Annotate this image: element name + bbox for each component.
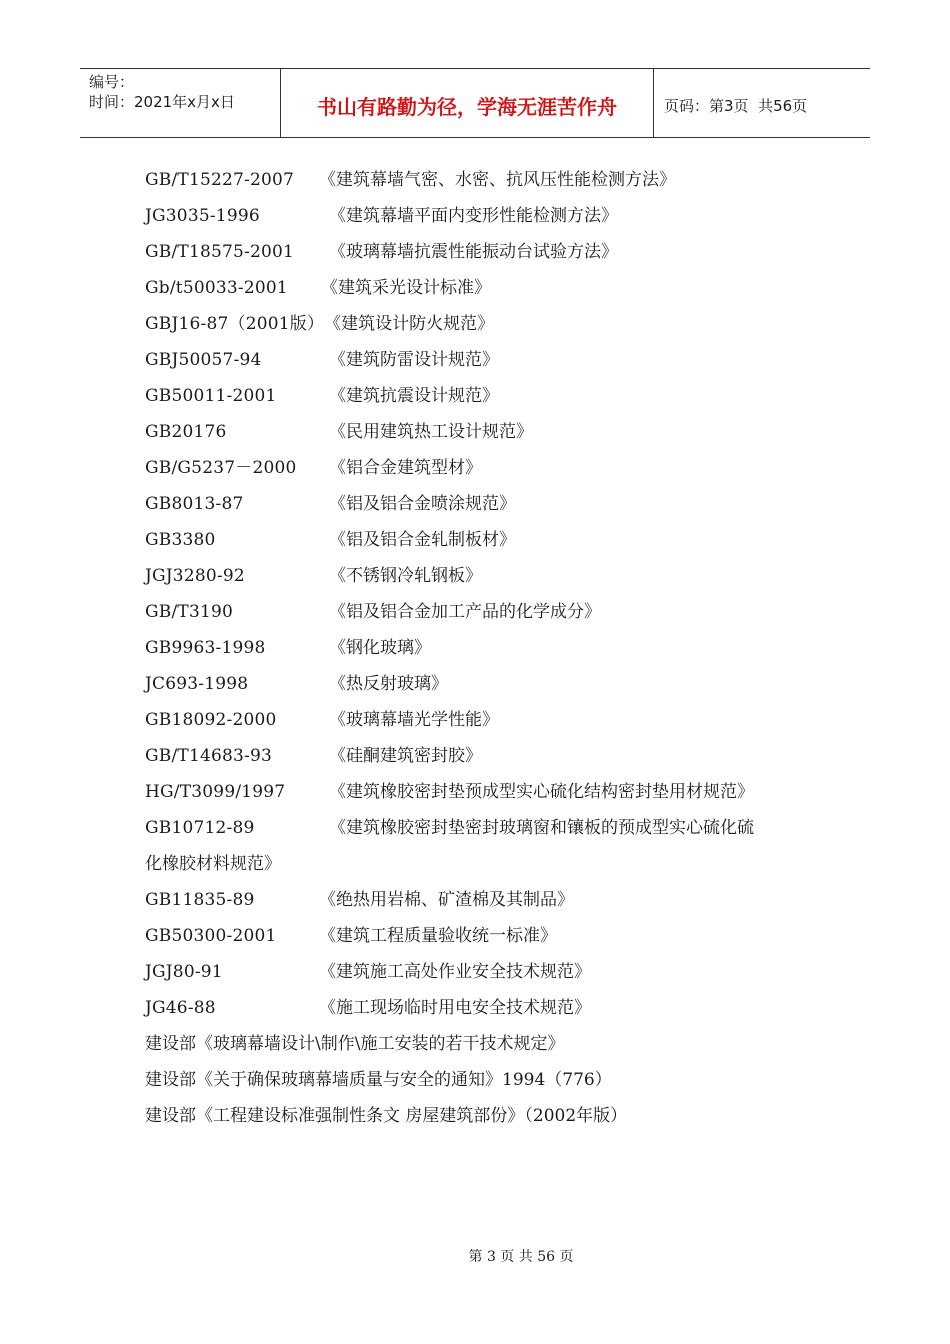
document-number-label: 编号： — [89, 73, 135, 91]
document-header — [80, 68, 870, 138]
standard-row — [145, 918, 835, 954]
standard-code: GB/G5237－2000 — [145, 458, 297, 478]
standard-row — [145, 630, 835, 666]
standard-row — [145, 882, 835, 918]
standard-title: 建设部《工程建设标准强制性条文 房屋建筑部份》（2002年版） — [145, 1106, 628, 1126]
standards-list — [145, 162, 835, 1134]
standard-title: 《绝热用岩棉、矿渣棉及其制品》 — [319, 890, 574, 910]
standard-row — [145, 414, 835, 450]
standard-code: GB9963-1998 — [145, 638, 266, 658]
header-meta — [80, 69, 281, 137]
standard-title: 建设部《关于确保玻璃幕墙质量与安全的通知》1994（776） — [145, 1070, 612, 1090]
standard-row — [145, 522, 835, 558]
page-footer: 第 3 页 共 56 页 — [468, 1249, 574, 1265]
standard-code: GB20176 — [145, 422, 227, 442]
standard-row — [145, 846, 835, 882]
standard-code: GB50011-2001 — [145, 386, 277, 406]
standard-title: 《不锈钢冷轧钢板》 — [329, 566, 482, 586]
standard-title: 《铝及铝合金喷涂规范》 — [329, 494, 516, 514]
standard-row — [145, 666, 835, 702]
standard-row — [145, 450, 835, 486]
standard-title: 《建筑工程质量验收统一标准》 — [319, 926, 557, 946]
standard-row — [145, 234, 835, 270]
standard-title: 建设部《玻璃幕墙设计\制作\施工安装的若干技术规定》 — [145, 1034, 565, 1054]
standard-code: GB11835-89 — [145, 890, 255, 910]
header-page-info — [654, 69, 870, 137]
standard-title: 《民用建筑热工设计规范》 — [329, 422, 533, 442]
standard-row — [145, 1062, 835, 1098]
standard-title: 《铝及铝合金加工产品的化学成分》 — [329, 602, 601, 622]
standard-title: 《建筑橡胶密封垫密封玻璃窗和镶板的预成型实心硫化硫 — [329, 818, 754, 838]
standard-title: 《玻璃幕墙抗震性能振动台试验方法》 — [329, 242, 618, 262]
standard-row — [145, 558, 835, 594]
standard-row — [145, 1098, 835, 1134]
standard-code: GB/T3190 — [145, 602, 234, 622]
header-motto: 书山有路勤为径，学海无涯苦作舟 — [281, 69, 654, 137]
standard-row — [145, 774, 835, 810]
standard-row — [145, 954, 835, 990]
standard-code: JGJ3280-92 — [145, 566, 245, 586]
standard-code: Gb/t50033-2001 — [145, 278, 288, 298]
standard-title: 《建筑设计防火规范》 — [324, 314, 495, 334]
standard-row — [145, 1026, 835, 1062]
standard-title: 《施工现场临时用电安全技术规范》 — [319, 998, 591, 1018]
standard-title: 《热反射玻璃》 — [329, 674, 448, 694]
standard-title: 《建筑抗震设计规范》 — [329, 386, 499, 406]
standard-title: 《建筑橡胶密封垫预成型实心硫化结构密封垫用材规范》 — [329, 782, 754, 802]
standard-code: GB8013-87 — [145, 494, 244, 514]
standard-code: GB3380 — [145, 530, 216, 550]
standard-code: GB50300-2001 — [145, 926, 277, 946]
standard-row — [145, 486, 835, 522]
standard-code: GB10712-89 — [145, 818, 255, 838]
standard-code: GBJ50057-94 — [145, 350, 262, 370]
standard-row — [145, 270, 835, 306]
standard-code: GB/T18575-2001 — [145, 242, 295, 262]
standard-title: 《建筑幕墙平面内变形性能检测方法》 — [329, 206, 618, 226]
standard-title: 《建筑幕墙气密、水密、抗风压性能检测方法》 — [319, 170, 676, 190]
standard-code: GB/T15227-2007 — [145, 170, 295, 190]
standard-title: 《建筑防雷设计规范》 — [329, 350, 499, 370]
standard-code: GB18092-2000 — [145, 710, 277, 730]
standard-row — [145, 594, 835, 630]
standard-row — [145, 378, 835, 414]
standard-code: GBJ16-87（2001版） — [145, 314, 325, 334]
standard-code: JC693-1998 — [145, 674, 249, 694]
standard-code: JGJ80-91 — [145, 962, 223, 982]
standard-row — [145, 306, 835, 342]
standard-row — [145, 810, 835, 846]
standard-row — [145, 162, 835, 198]
standard-row — [145, 702, 835, 738]
standard-row — [145, 738, 835, 774]
document-date: 时间：2021年x月x日 — [89, 93, 235, 111]
standard-code: GB/T14683-93 — [145, 746, 272, 766]
standard-title: 《玻璃幕墙光学性能》 — [329, 710, 499, 730]
standard-title: 《建筑采光设计标准》 — [321, 278, 491, 298]
standard-title: 《建筑施工高处作业安全技术规范》 — [319, 962, 591, 982]
standard-row — [145, 990, 835, 1026]
standard-title: 《硅酮建筑密封胶》 — [329, 746, 482, 766]
standard-code: HG/T3099/1997 — [145, 782, 286, 802]
standard-title: 《铝及铝合金轧制板材》 — [329, 530, 516, 550]
standard-row — [145, 198, 835, 234]
standard-title: 《铝合金建筑型材》 — [329, 458, 482, 478]
page-info-text: 页码：第3页 共56页 — [664, 96, 808, 115]
standard-row — [145, 342, 835, 378]
standard-title: 《钢化玻璃》 — [329, 638, 431, 658]
standard-title: 化橡胶材料规范》 — [145, 854, 281, 874]
standard-code: JG3035-1996 — [145, 206, 260, 226]
standard-code: JG46-88 — [145, 998, 216, 1018]
